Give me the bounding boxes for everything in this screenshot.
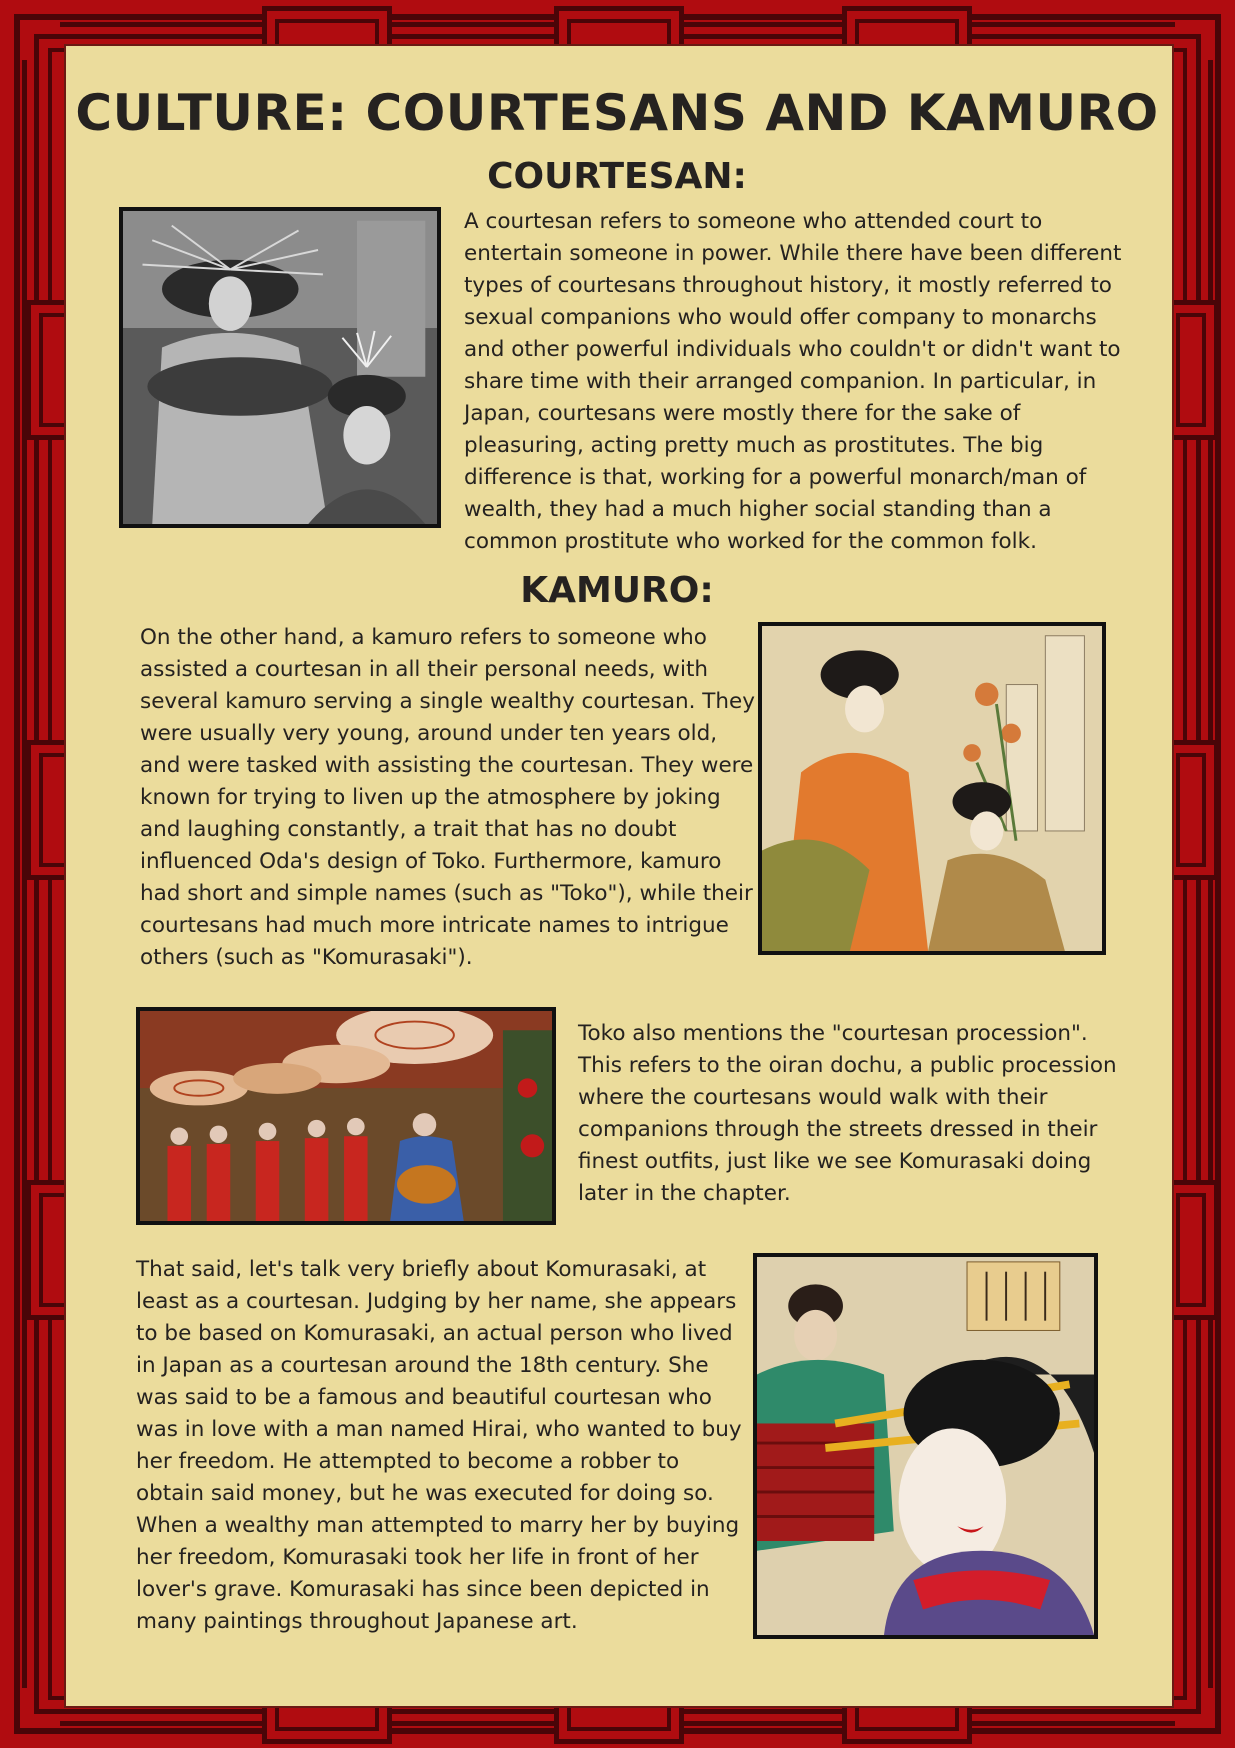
page-title: CULTURE: COURTESANS AND KAMURO	[75, 84, 1159, 142]
courtesan-paragraph: A courtesan refers to someone who attended court to entertain someone in power. While there have been different types of courtesans throughout history, it mostly referred to sexual companions who would offer company to monarchs and other powerful individuals who couldn't or didn't want to share time with their arranged companion. In particular, in Japan, courtesans were mostly there for the sake of pleasuring, acting pretty much as prostitutes. The big difference is that, working for a powerful monarch/man of wealth, they had a much higher social standing than a common prostitute who worked for the common folk.	[464, 209, 1122, 554]
komurasaki-paragraph: That said, let's talk very briefly about Komurasaki, at least as a courtesan. Judging by her name, she appears to be based on Komurasaki, an actual person who lived in Japan as a courtesan around the 18th century. She was said to be a famous and beautiful courtesan who was in love with a man named Hirai, who wanted to buy her freedom. He attempted to become a robber to obtain said money, but he was executed for doing so. When a wealthy man attempted to marry her by buying her freedom, Komurasaki took her life in front of her lover's grave. Komurasaki has since been depicted in many paintings throughout Japanese art.	[136, 1257, 742, 1634]
procession-paragraph: Toko also mentions the "courtesan procession". This refers to the oiran dochu, a public procession where the courtesans would walk with their companions through the streets dressed in their finest outfits, just like we see Komurasaki doing later in the chapter.	[578, 1021, 1117, 1206]
courtesan-photo	[119, 207, 441, 528]
kamuro-heading: KAMURO:	[520, 570, 714, 611]
komurasaki-woodblock-print	[753, 1253, 1098, 1639]
procession-photo	[136, 1007, 556, 1225]
kamuro-paragraph: On the other hand, a kamuro refers to someone who assisted a courtesan in all their personal needs, with several kamuro serving a single wealthy courtesan. They were usually very young, around under ten years old, and were tasked with assisting the courtesan. They were known for trying to liven up the atmosphere by joking and laughing constantly, a trait that has no doubt influenced Oda's design of Toko. Furthermore, kamuro had short and simple names (such as "Toko"), while their courtesans had much more intricate names to intrigue others (such as "Komurasaki").	[140, 625, 755, 970]
courtesan-heading: COURTESAN:	[487, 156, 747, 197]
kamuro-woodblock-print	[758, 622, 1106, 955]
